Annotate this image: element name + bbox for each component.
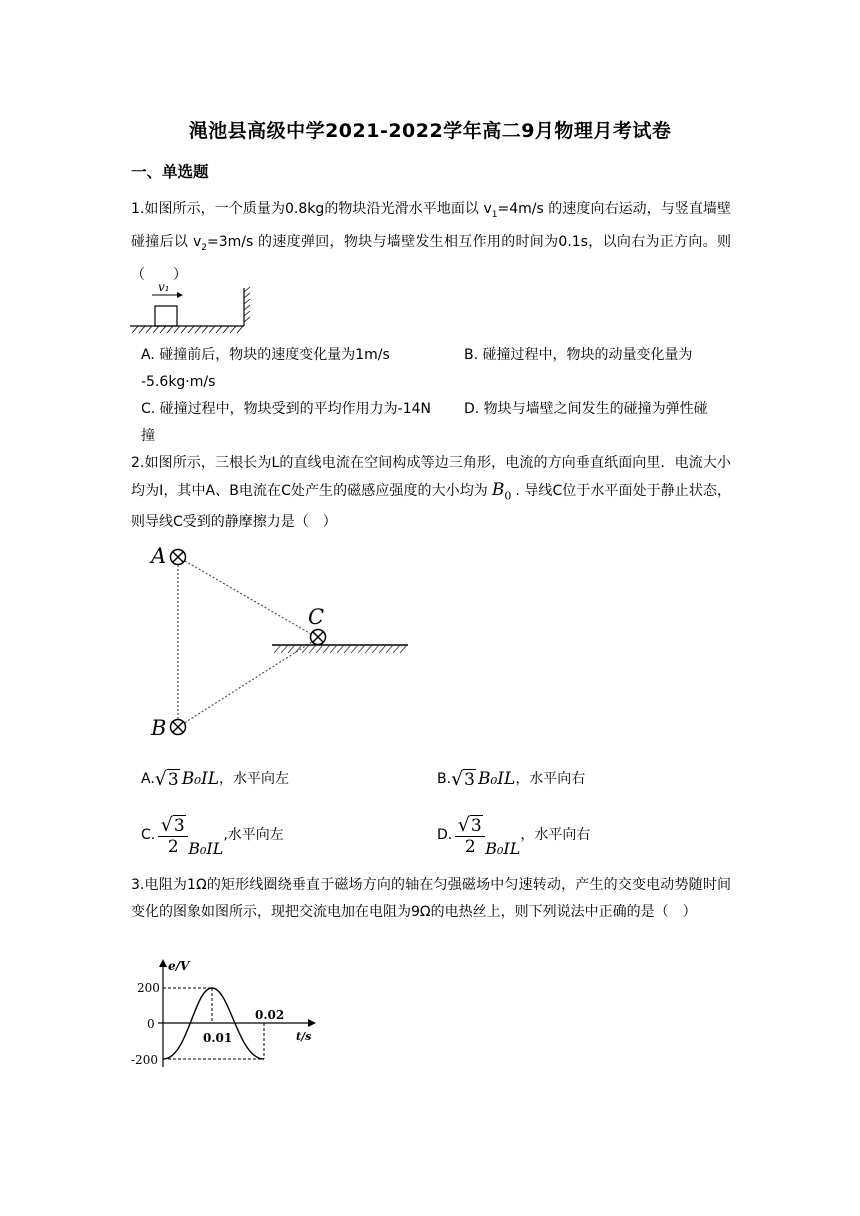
q2-option-a-prefix: A.: [141, 770, 155, 787]
q1-option-d-cont: 撞: [141, 428, 155, 444]
q2-option-b-prefix: B.: [437, 770, 452, 787]
q2-option-d-fraction: [455, 814, 485, 857]
q2-b-sub: 0: [504, 489, 512, 503]
q2-option-a-text: ，水平向左: [219, 770, 290, 787]
q1-arrow-head: [177, 292, 183, 298]
q2-option-c-numerator: 3: [173, 815, 185, 836]
q2-option-d-numerator: 3: [470, 815, 482, 836]
q1-option-b-cont: -5.6kg·m/s: [141, 374, 216, 390]
q1-text-2: =4m/s 的速度向右运动，与竖直墙壁碰撞后以 v: [131, 201, 731, 250]
q2-option-d-expr: B₀IL: [485, 838, 521, 858]
q2-option-d[interactable]: [437, 806, 590, 864]
q1-text-1: 1.如图所示，一个质量为0.8kg的物块沿光滑水平地面以 v: [131, 201, 492, 217]
sqrt-icon: √: [451, 768, 464, 790]
q2-edge-ac: [178, 557, 318, 638]
q1-figure-block-wall: [128, 278, 258, 336]
q1-sub-1: 1: [491, 209, 498, 220]
q2-label-b: B: [151, 716, 167, 740]
q3-y-label: e/V: [168, 959, 190, 973]
q3-x-tick-002: 0.02: [255, 1008, 285, 1022]
q2-option-c-prefix: C.: [141, 826, 156, 843]
sqrt-icon: √: [160, 813, 173, 836]
section-heading: 一、单选题: [131, 163, 209, 181]
q2-text-1: 2.如图所示，三根长为L的直线电流在空间构成等边三角形，电流的方向垂直纸面向里．电流大小均为I，其中A、B电流在C处产生的磁感应强度的大小均为: [131, 455, 731, 499]
q2-wire-b: [171, 720, 186, 735]
q3-y-tick-200: 200: [137, 981, 160, 995]
q1-option-d[interactable]: D. 物块与墙壁之间发生的碰撞为弹性碰: [464, 401, 708, 417]
q1-text-3: =3m/s 的速度弹回，物块与墙壁发生相互作用的时间为0.1s，以向右为正方向。则（ ）: [131, 233, 731, 283]
q2-option-b-radicand: 3: [464, 769, 475, 790]
q2-label-a: A: [151, 544, 167, 568]
q3-y-tick-0: 0: [147, 1017, 155, 1031]
q2-option-c-fraction: [158, 814, 188, 857]
q3-x-arrow: [308, 1019, 316, 1027]
sqrt-icon: √: [154, 768, 167, 790]
q1-option-c[interactable]: C. 碰撞过程中，物块受到的平均作用力为-14N: [141, 401, 432, 417]
q3-y-arrow: [159, 959, 167, 967]
q3-x-label: t/s: [296, 1030, 312, 1043]
q2-option-c[interactable]: [141, 806, 284, 864]
q1-v1-label: v₁: [158, 280, 170, 294]
q2-b-letter: B: [491, 480, 505, 500]
q2-wire-a: [171, 550, 186, 565]
q2-option-b[interactable]: [437, 764, 585, 794]
q2-option-c-expr: B₀IL: [188, 838, 224, 858]
q1-option-b[interactable]: B. 碰撞过程中，物块的动量变化量为: [464, 347, 693, 363]
q1-ground-hatch: [132, 326, 243, 333]
q3-emf-graph: [128, 957, 328, 1072]
q2-option-a[interactable]: [141, 764, 289, 794]
q2-wire-c: [311, 630, 326, 645]
sqrt-icon: √: [457, 813, 470, 836]
q1-wall-hatch: [244, 287, 250, 322]
q2-edge-bc: [178, 638, 318, 727]
q2-label-c: C: [308, 605, 325, 629]
q3-y-tick-neg200: -200: [131, 1053, 158, 1067]
page-title: 渑池县高级中学2021-2022学年高二9月物理月考试卷: [188, 120, 672, 142]
q1-option-a[interactable]: A. 碰撞前后，物块的速度变化量为1m/s: [141, 347, 390, 363]
q2-text-2: . 导线C位于水平面处于静止状态，则导线C受到的静摩擦力是（ ）: [131, 483, 731, 531]
q1-sub-2: 2: [201, 242, 207, 253]
q2-option-a-expr: B₀IL: [181, 769, 220, 789]
q3-x-tick-001: 0.01: [203, 1031, 233, 1045]
q2-option-c-denominator: 2: [158, 836, 188, 857]
q2-option-c-text: ,水平向左: [223, 826, 284, 843]
question-2-stem: [131, 450, 731, 536]
q2-ground-hatch: [274, 645, 407, 653]
q2-figure-triangle: [148, 538, 413, 748]
q2-option-d-denominator: 2: [455, 836, 485, 857]
question-3-stem: 3.电阻为1Ω的矩形线圈绕垂直于磁场方向的轴在匀强磁场中匀速转动，产生的交变电动势随时间变化的图象如图所示，现把交流电加在电阻为9Ω的电热丝上，则下列说法中正确的是（ ）: [131, 877, 731, 920]
question-1-stem: [131, 196, 731, 289]
q1-block: [155, 306, 177, 326]
q2-option-d-prefix: D.: [437, 826, 453, 843]
q2-option-d-text: ，水平向右: [520, 826, 591, 843]
q2-option-a-radicand: 3: [167, 769, 179, 790]
q2-b0-symbol: [491, 480, 512, 503]
q2-option-b-text: ，水平向右: [515, 770, 586, 787]
q2-option-b-expr: B₀IL: [478, 769, 516, 789]
